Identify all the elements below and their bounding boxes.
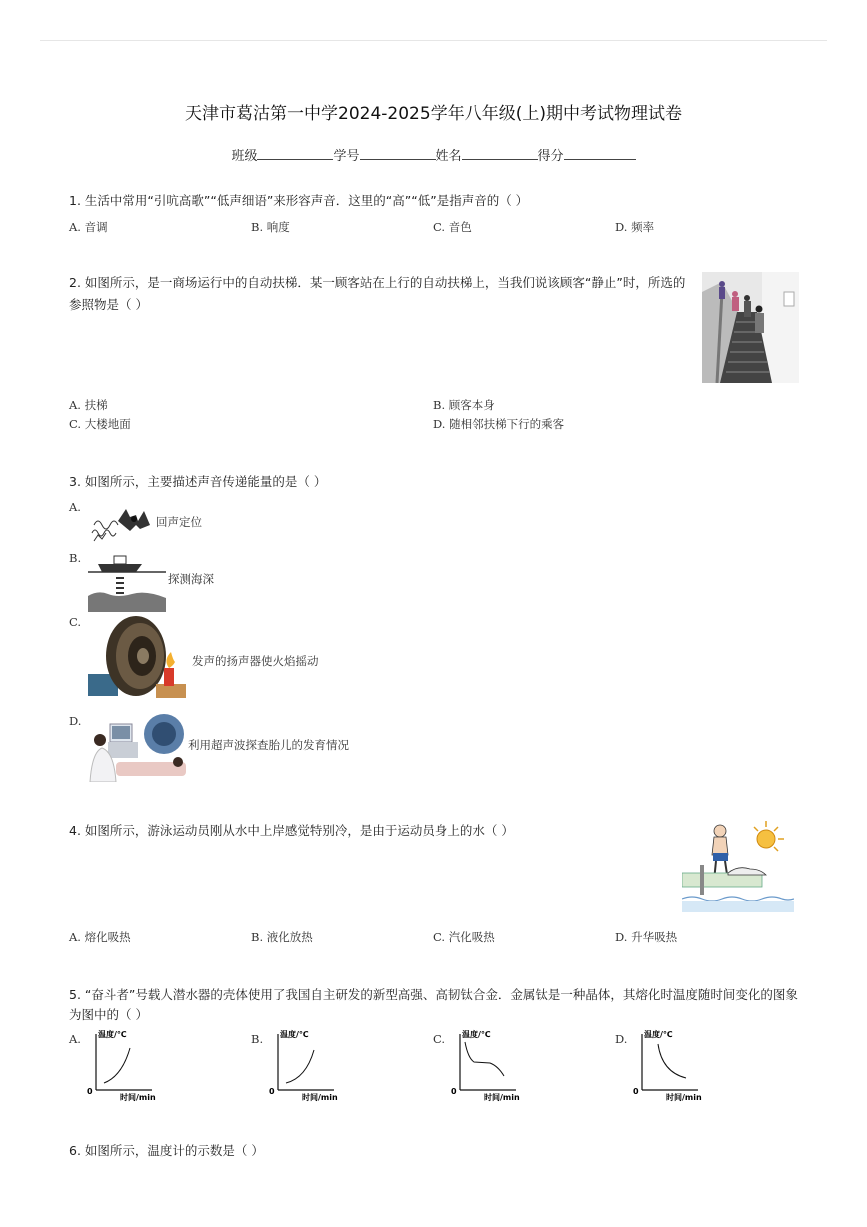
question-4-option-a[interactable]: A. 熔化吸热: [69, 930, 131, 944]
question-1-option-d[interactable]: D. 频率: [615, 220, 655, 234]
question-3-option-d-caption: 利用超声波探查胎儿的发育情况: [188, 738, 349, 752]
student-number-label: 学号: [333, 149, 360, 164]
question-3-option-b-caption: 探测海深: [168, 572, 214, 586]
graph-c-xlabel: 时间/min: [484, 1093, 520, 1102]
graph-d-xlabel: 时间/min: [666, 1093, 702, 1102]
question-1-stem: 1. 生活中常用“引吭高歌”“低声细语”来形容声音．这里的“高”“低”是指声音的（ ）: [69, 193, 529, 208]
score-blank[interactable]: [564, 145, 636, 160]
question-4-option-b[interactable]: B. 液化放热: [251, 930, 313, 944]
swimmer-sun-icon: [682, 819, 794, 912]
graph-a-origin: 0: [87, 1087, 93, 1096]
graph-b-ylabel: 温度/℃: [280, 1030, 309, 1039]
graph-a-xlabel: 时间/min: [120, 1093, 156, 1102]
question-5-graph-b: [268, 1028, 348, 1104]
question-2-option-d[interactable]: D. 随相邻扶梯下行的乘客: [433, 417, 565, 431]
question-3-option-a-caption: 回声定位: [156, 515, 202, 529]
question-3-option-c-letter[interactable]: C.: [69, 615, 82, 629]
page-title: 天津市葛沽第一中学2024-2025学年八年级(上)期中考试物理试卷: [185, 104, 682, 124]
question-5-option-b-letter[interactable]: B.: [251, 1032, 264, 1046]
class-blank[interactable]: [257, 145, 333, 160]
question-4-stem: 4. 如图所示，游泳运动员刚从水中上岸感觉特别冷，是由于运动员身上的水（ ）: [69, 823, 514, 838]
question-5-graph-a: [86, 1028, 166, 1104]
name-label: 姓名: [435, 149, 462, 164]
graph-b-xlabel: 时间/min: [302, 1093, 338, 1102]
question-2-stem: 2. 如图所示，是一商场运行中的自动扶梯．某一顾客站在上行的自动扶梯上，当我们说该顾客“静止”时，所选的参照物是（ ）: [69, 275, 686, 312]
class-label: 班级: [231, 149, 258, 164]
question-4-option-c[interactable]: C. 汽化吸热: [433, 930, 495, 944]
question-1-option-b[interactable]: B. 响度: [251, 220, 290, 234]
bat-echolocation-icon: [88, 503, 154, 543]
question-3-stem: 3. 如图所示，主要描述声音传递能量的是（ ）: [69, 474, 327, 489]
question-5-graph-d: [632, 1028, 712, 1104]
graph-d-ylabel: 温度/℃: [644, 1030, 673, 1039]
question-3-option-d-letter[interactable]: D.: [69, 714, 82, 728]
name-blank[interactable]: [462, 145, 538, 160]
graph-c-origin: 0: [451, 1087, 457, 1096]
question-3-option-a-letter[interactable]: A.: [69, 500, 81, 514]
graph-b-origin: 0: [269, 1087, 275, 1096]
student-info-line: [0, 145, 867, 164]
student-number-blank[interactable]: [360, 145, 436, 160]
graph-c-ylabel: 温度/℃: [462, 1030, 491, 1039]
question-3-option-c-caption: 发声的扬声器使火焰摇动: [192, 654, 319, 668]
question-4-option-d[interactable]: D. 升华吸热: [615, 930, 678, 944]
question-6-stem: 6. 如图所示，温度计的示数是（ ）: [69, 1143, 264, 1158]
graph-d-origin: 0: [633, 1087, 639, 1096]
ultrasound-exam-icon: [86, 712, 188, 782]
header-rule: [40, 40, 827, 41]
question-5-graph-c: [450, 1028, 530, 1104]
escalator-photo-icon: [702, 272, 799, 383]
question-5-option-a-letter[interactable]: A.: [69, 1032, 81, 1046]
question-2-option-c[interactable]: C. 大楼地面: [69, 417, 131, 431]
score-label: 得分: [537, 149, 564, 164]
question-5-option-d-letter[interactable]: D.: [615, 1032, 628, 1046]
ship-sonar-icon: [88, 550, 166, 612]
question-2-option-b[interactable]: B. 顾客本身: [433, 398, 495, 412]
question-5-stem: 5. “奋斗者”号载人潜水器的壳体使用了我国自主研发的新型高强、高韧钛合金．金属钛是一种晶体，其熔化时温度随时间变化的图象为图中的（ ）: [69, 987, 798, 1022]
speaker-candle-icon: [88, 614, 190, 700]
graph-a-ylabel: 温度/℃: [98, 1030, 127, 1039]
question-2-option-a[interactable]: A. 扶梯: [69, 398, 108, 412]
question-1-option-a[interactable]: A. 音调: [69, 220, 108, 234]
question-3-option-b-letter[interactable]: B.: [69, 551, 82, 565]
question-1-option-c[interactable]: C. 音色: [433, 220, 472, 234]
question-5-option-c-letter[interactable]: C.: [433, 1032, 446, 1046]
